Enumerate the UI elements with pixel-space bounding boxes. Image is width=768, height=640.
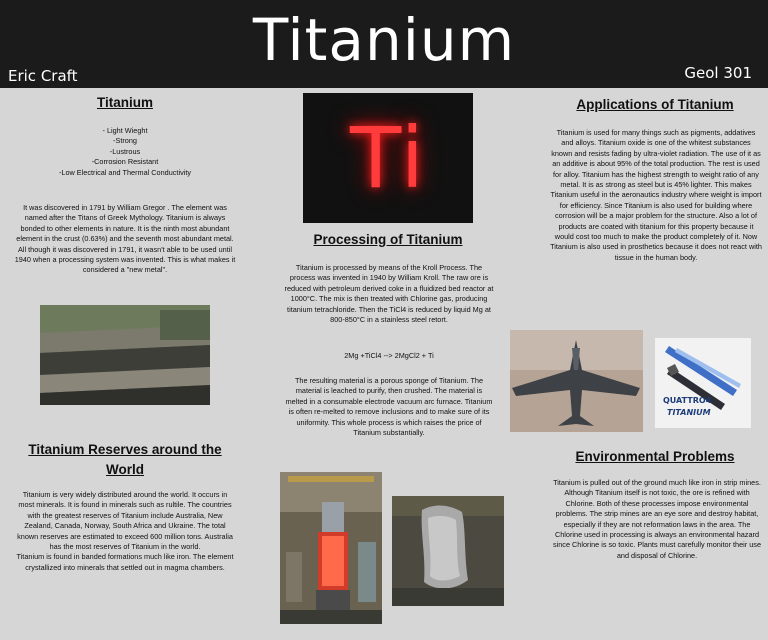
property-item: -Strong (113, 136, 137, 146)
properties-list (40, 126, 210, 178)
fighter-jet-photo (510, 330, 643, 432)
titanium-sponge-photo (392, 496, 504, 606)
reserves-paragraph (14, 490, 236, 573)
applications-heading: Applications of Titanium (576, 97, 734, 112)
reserves-heading (20, 440, 230, 480)
vacuum-arc-furnace-photo (280, 472, 382, 624)
titanium-heading: Titanium (96, 95, 153, 110)
ti-symbol-tile (303, 93, 473, 223)
property-item: -Low Electrical and Thermal Conductivity (58, 167, 192, 177)
environmental-heading: Environmental Problems (575, 449, 735, 464)
property-item: -Corrosion Resistant (91, 157, 159, 167)
processing-paragraph: Titanium is processed by means of the Kroll Process. The process was invented in 1940 by William Kroll. The raw ore is reduced with petroleum derived coke in a fluidized bed reactor at 1000°C. The mix is then treated with Chlorine gas, producing titanium tetrachloride. Then the TiCl4 is reduced by liquid Mg at 800-850°C in a stainless steel retort. (284, 263, 494, 325)
result-paragraph: The resulting material is a porous sponge of Titanium. The material is leached to purify, then crushed. The material is melted in a consumable electrode vacuum arc furnace. Titanium is often re-melted to remove inclusions and to make sure of its uniformity. This whole process is which raises the price of Titanium substantially. (285, 376, 493, 438)
poster-title: Titanium (252, 6, 516, 74)
environmental-paragraph: Titanium is pulled out of the ground much like iron in strip mines. Although Titanium itself is not toxic, the ore is refined with Chlorine. Both of these processes impose environmental problems. The strip mines are an eye sore and destroy habitat, especially if they are not reformation laws in the area. The Chlorine used in processing is always an environmental hazard since Chlorine is so toxic. Plants must carefully monitor their use and disposal of Chlorine. (552, 478, 762, 560)
property-item: - Light Wieght (102, 126, 148, 135)
ti-symbol: Ti (349, 109, 427, 207)
reserves-heading-line2: World (106, 462, 144, 477)
strip-mine-photo (40, 305, 210, 405)
reserves-text: Titanium is very widely distributed around the world. It occurs in most minerals. It is found in minerals such as rultile. The countries with the greatest reserves of Titanium include Australia, New Zealand, Canada, Norway, South Africa and Ukraine. The total known reserves are estimated to exceed 600 million tons. Australia has the most reserves of Titanium in the world. (17, 490, 233, 552)
processing-heading: Processing of Titanium (313, 232, 463, 247)
course-code: Geol 301 (684, 64, 752, 82)
formation-text: Titanium is found in banded formations much like iron. The element crystallized into minerals that settled out in magma chambers. (16, 552, 234, 572)
razor-titanium-label: TITANIUM (667, 408, 711, 417)
history-paragraph: It was discovered in 1791 by William Gregor . The element was named after the Titans of Greek Mythology. Titanium is always bonded to other elements in nature. It is the ninth most abundant element in the crust (0.63%) and the seventh most abundant metal. All though it was discovered in 1791, it wasn't able to be used until 1940 when a processing system was invented. This is what makes it considered a "new metal". (14, 203, 236, 275)
property-item: -Lustrous (109, 146, 141, 156)
reserves-heading-line1: Titanium Reserves around the (28, 442, 222, 457)
titanium-razor-photo (655, 338, 751, 428)
applications-paragraph: Titanium is used for many things such as pigments, addatives and alloys. Titanium oxide is one of the whitest substances known and resists fading by ultra-violet radiation. The use of it as an additive is about 95% of the total production. The rest is used for alloy. Titanium has the highest strength to weight ratio of any metal. It is as strong as steel but is 45% lighter. This makes Titanium useful in the aeronautics industry where weight is import for efficiency. Since Titanium is also used for building where corrosion will be a major problem for the structure. Also a lot of products are coated with titanium for this property because it would cost too much to make the product completely of it. Now Titanium is also used in prosthetics because it does not react with tissue in the human body. (550, 128, 762, 262)
kroll-equation: 2Mg +TiCl4 --> 2MgCl2 + Ti (344, 351, 434, 360)
razor-brand-label: QUATTRO4 (663, 396, 712, 405)
poster-header (0, 0, 768, 88)
author-name: Eric Craft (8, 67, 78, 85)
